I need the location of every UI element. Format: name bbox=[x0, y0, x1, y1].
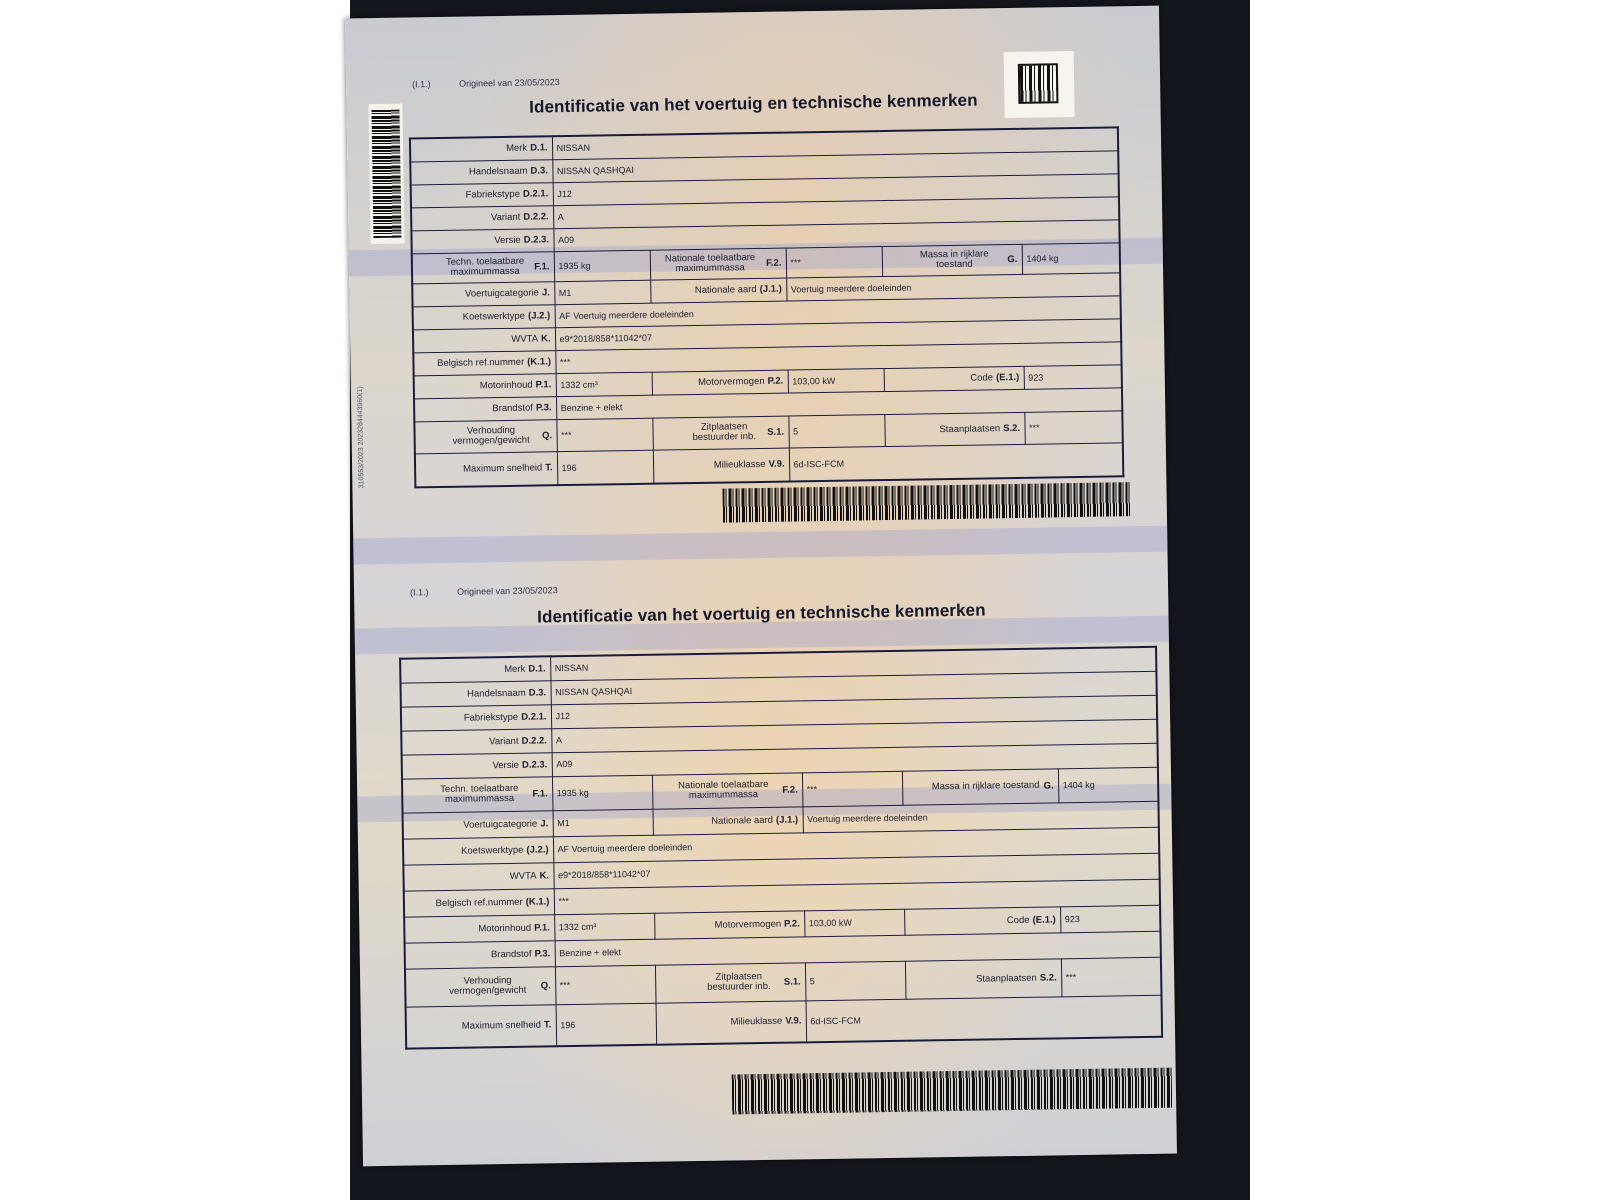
voertuigcategorie-value: M1 bbox=[554, 280, 650, 305]
versie-value: A09 bbox=[553, 219, 1119, 251]
motorvermogen-label: Motorvermogen P.2. bbox=[654, 910, 804, 938]
issue-meta bbox=[412, 77, 560, 89]
vehicle-data-table bbox=[409, 126, 1124, 488]
massa-rijklaar-value: 1404 kg bbox=[1022, 242, 1121, 274]
issue-code: (I.1.) bbox=[409, 587, 429, 598]
issue-code: (I.1.) bbox=[411, 79, 431, 90]
voertuigcategorie-value: M1 bbox=[552, 809, 652, 837]
koetswerktype-label: Koetswerktype (J.2.) bbox=[403, 836, 553, 864]
document-title: Identificatie van het voertuig en technische kenmerken bbox=[537, 600, 986, 627]
techn-massa-value: 1935 kg bbox=[552, 775, 653, 811]
fabriekstype-label: Fabriekstype D.2.1. bbox=[411, 182, 553, 207]
motorvermogen-value: 103,00 kW bbox=[788, 368, 884, 393]
verhouding-value: *** bbox=[555, 965, 656, 1005]
code-e1-value: 923 bbox=[1060, 905, 1160, 933]
massa-rijklaar-value: 1404 kg bbox=[1058, 767, 1159, 803]
nat-massa-value: *** bbox=[802, 771, 903, 807]
brandstof-value: Benzine + elekt bbox=[556, 387, 1122, 419]
zitplaatsen-value: 5 bbox=[788, 414, 884, 448]
variant-value: A bbox=[553, 196, 1119, 228]
milieuklasse-value: 6d-ISC-FCM bbox=[789, 442, 1124, 481]
koetswerktype-value: AF Voertuig meerdere doeleinden bbox=[553, 827, 1159, 863]
milieuklasse-value: 6d-ISC-FCM bbox=[806, 995, 1163, 1043]
motorvermogen-value: 103,00 kW bbox=[804, 909, 904, 937]
verhouding-value: *** bbox=[556, 418, 652, 452]
zitplaatsen-label: Zitplaatsen bestuurder inb. S.1. bbox=[655, 962, 806, 1002]
koetswerktype-label: Koetswerktype (J.2.) bbox=[413, 304, 555, 329]
nationale-aard-value: Voertuig meerdere doeleinden bbox=[786, 272, 1120, 300]
issue-meta bbox=[410, 585, 558, 597]
nationale-aard-value: Voertuig meerdere doeleinden bbox=[802, 801, 1158, 833]
nationale-aard-label: Nationale aard (J.1.) bbox=[650, 278, 786, 303]
staanplaatsen-label: Staanplaatsen S.2. bbox=[905, 958, 1062, 998]
max-snelheid-label: Maximum snelheid T. bbox=[415, 451, 558, 487]
versie-value: A09 bbox=[552, 743, 1158, 777]
nat-massa-label: Nationale toelaatbare maximummassa F.2. bbox=[652, 772, 803, 808]
brandstof-value: Benzine + elekt bbox=[555, 931, 1161, 967]
nationale-aard-label: Nationale aard (J.1.) bbox=[652, 806, 802, 834]
versie-label: Versie D.2.3. bbox=[402, 752, 552, 778]
merk-label: Merk D.1. bbox=[400, 656, 550, 682]
variant-label: Variant D.2.2. bbox=[411, 205, 553, 230]
belgisch-ref-value: *** bbox=[554, 879, 1160, 915]
massa-rijklaar-label: Massa in rijklare toestand G. bbox=[902, 768, 1059, 804]
milieuklasse-label: Milieuklasse V.9. bbox=[656, 1000, 807, 1044]
code-e1-label: Code (E.1.) bbox=[884, 366, 1024, 391]
max-snelheid-value: 196 bbox=[557, 450, 654, 486]
document-title: Identificatie van het voertuig en technische kenmerken bbox=[529, 90, 978, 117]
handelsnaam-label: Handelsnaam D.3. bbox=[400, 680, 550, 706]
koetswerktype-value: AF Voertuig meerdere doeleinden bbox=[555, 295, 1121, 327]
milieuklasse-label: Milieuklasse V.9. bbox=[653, 448, 790, 484]
brandstof-label: Brandstof P.3. bbox=[414, 396, 556, 421]
belgisch-ref-label: Belgisch ref.nummer (K.1.) bbox=[413, 350, 555, 375]
nat-massa-label: Nationale toelaatbare maximummassa F.2. bbox=[650, 248, 786, 280]
wvta-label: WVTA K. bbox=[403, 862, 553, 890]
side-serial-number: 310553/2023 2023284443960(1) bbox=[356, 386, 366, 489]
wvta-label: WVTA K. bbox=[413, 327, 555, 352]
staanplaatsen-label: Staanplaatsen S.2. bbox=[884, 412, 1024, 446]
zitplaatsen-value: 5 bbox=[805, 961, 906, 1001]
merk-value: NISSAN bbox=[550, 647, 1156, 681]
horizontal-barcode bbox=[732, 1068, 1173, 1115]
vertical-barcode bbox=[368, 104, 404, 245]
verhouding-label: Verhouding vermogen/gewicht Q. bbox=[414, 419, 556, 453]
massa-rijklaar-label: Massa in rijklare toestand G. bbox=[882, 244, 1022, 276]
belgisch-ref-label: Belgisch ref.nummer (K.1.) bbox=[404, 888, 554, 916]
registration-card-top bbox=[345, 6, 1168, 579]
staanplaatsen-value: *** bbox=[1024, 410, 1123, 444]
merk-value: NISSAN bbox=[552, 127, 1118, 159]
vehicle-data-table bbox=[399, 646, 1163, 1050]
variant-value: A bbox=[551, 719, 1157, 753]
original-date: Origineel van 23/05/2023 bbox=[459, 77, 560, 89]
max-snelheid-value: 196 bbox=[556, 1003, 657, 1047]
merk-label: Merk D.1. bbox=[410, 136, 552, 161]
versie-label: Versie D.2.3. bbox=[411, 228, 553, 253]
fabriekstype-label: Fabriekstype D.2.1. bbox=[401, 704, 551, 730]
code-e1-value: 923 bbox=[1024, 364, 1122, 389]
original-date: Origineel van 23/05/2023 bbox=[457, 585, 558, 597]
voertuigcategorie-label: Voertuigcategorie J. bbox=[412, 281, 554, 306]
verhouding-label: Verhouding vermogen/gewicht Q. bbox=[405, 966, 556, 1006]
techn-massa-label: Techn. toelaatbare maximummassa F.1. bbox=[402, 776, 553, 812]
wvta-value: e9*2018/858*11042*07 bbox=[555, 318, 1121, 350]
fabriekstype-value: J12 bbox=[553, 173, 1119, 205]
techn-massa-value: 1935 kg bbox=[554, 250, 650, 282]
motorinhoud-label: Motorinhoud P.1. bbox=[414, 373, 556, 398]
zitplaatsen-label: Zitplaatsen bestuurder inb. S.1. bbox=[652, 416, 788, 450]
fabriekstype-value: J12 bbox=[551, 695, 1157, 729]
handelsnaam-label: Handelsnaam D.3. bbox=[410, 159, 552, 184]
motorinhoud-value: 1332 cm³ bbox=[554, 913, 654, 941]
datamatrix-code bbox=[1004, 51, 1075, 118]
nat-massa-value: *** bbox=[786, 246, 882, 278]
registration-card-bottom bbox=[354, 576, 1177, 1149]
max-snelheid-label: Maximum snelheid T. bbox=[406, 1004, 557, 1048]
horizontal-barcode bbox=[722, 482, 1130, 522]
handelsnaam-value: NISSAN QASHQAI bbox=[552, 150, 1118, 182]
motorinhoud-label: Motorinhoud P.1. bbox=[404, 914, 554, 942]
vehicle-registration-document bbox=[345, 6, 1177, 1167]
voertuigcategorie-label: Voertuigcategorie J. bbox=[403, 810, 553, 838]
staanplaatsen-value: *** bbox=[1061, 957, 1162, 997]
brandstof-label: Brandstof P.3. bbox=[405, 940, 555, 968]
motorvermogen-label: Motorvermogen P.2. bbox=[652, 370, 788, 395]
motorinhoud-value: 1332 cm³ bbox=[556, 372, 652, 397]
belgisch-ref-value: *** bbox=[555, 341, 1121, 373]
handelsnaam-value: NISSAN QASHQAI bbox=[550, 671, 1156, 705]
variant-label: Variant D.2.2. bbox=[401, 728, 551, 754]
wvta-value: e9*2018/858*11042*07 bbox=[553, 853, 1159, 889]
code-e1-label: Code (E.1.) bbox=[904, 906, 1060, 934]
techn-massa-label: Techn. toelaatbare maximummassa F.1. bbox=[412, 251, 554, 283]
security-band bbox=[353, 526, 1167, 565]
